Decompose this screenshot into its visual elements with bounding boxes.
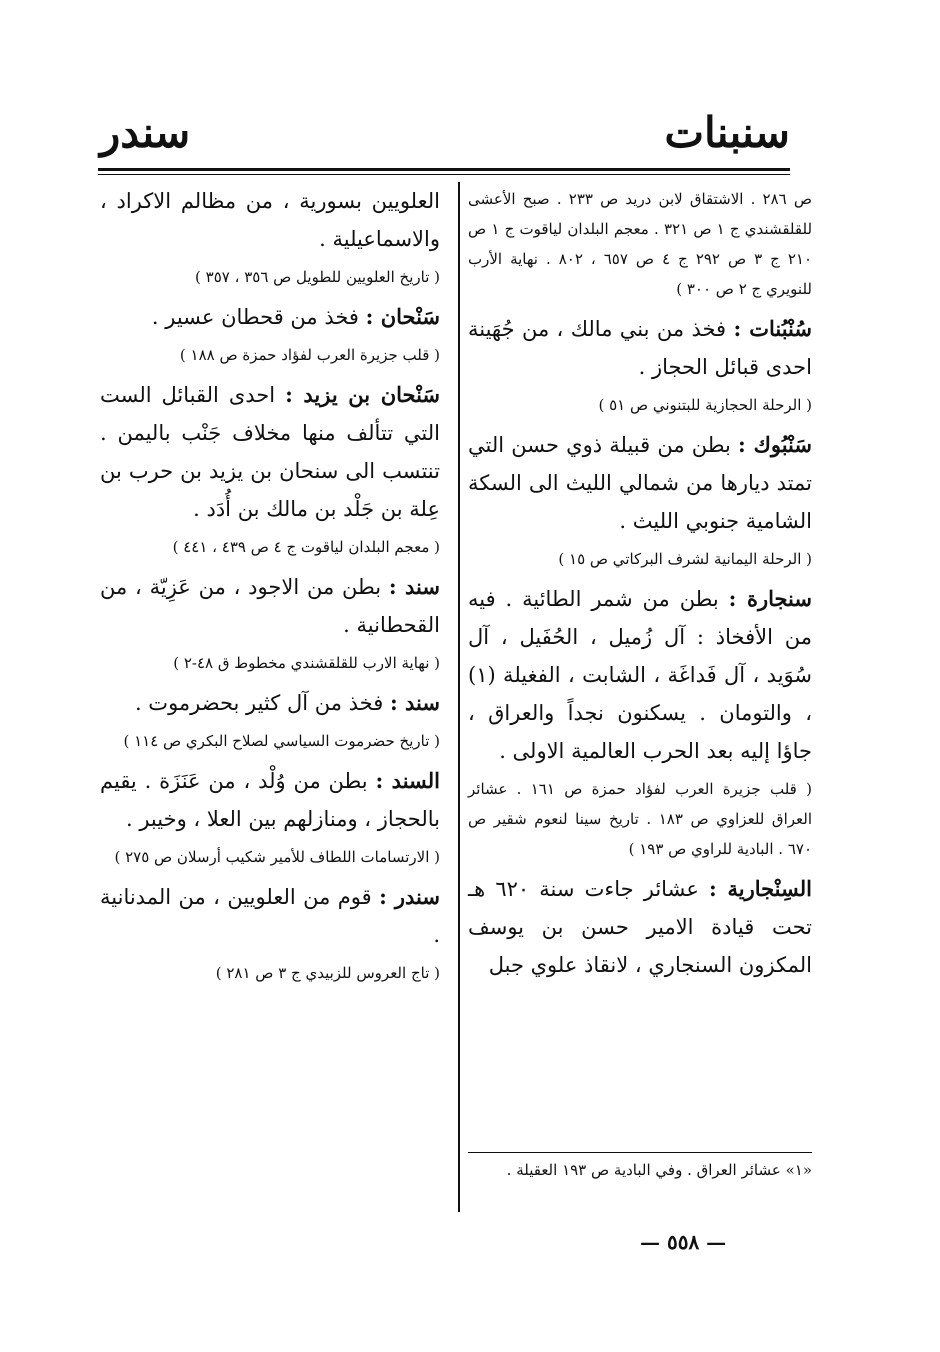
running-header-right: سنبنات: [664, 108, 790, 157]
entry-text: عشائر جاءت سنة ٦٢٠ هـ تحت قيادة الامير حسن بن يوسف المكزون السنجاري ، لانقاذ علوي جبل: [468, 877, 812, 977]
entry-headword: سَنْحان :: [365, 304, 440, 329]
entry: [100, 568, 440, 644]
column-divider: [458, 182, 460, 1212]
entry-continuation: العلويين بسورية ، من مظالم الاكراد ، والاسماعيلية .: [100, 189, 440, 251]
entry-text: احدى القبائل الست التي تتألف منها مخلاف جَنْب باليمن . تنتسب الى سنحان بن يزيد بن حرب بن عِلة بن جَلْد بن مالك بن أُدَد .: [100, 383, 440, 521]
entry-citation: ( معجم البلدان لياقوت ج ٤ ص ٤٣٩ ، ٤٤١ ): [172, 538, 440, 556]
entry: [100, 684, 440, 722]
entry: [468, 580, 812, 770]
entry: [468, 870, 812, 984]
entry-text: فخذ من بني مالك ، من جُهَينة احدى قبائل الحجاز .: [468, 317, 812, 379]
entry: [468, 426, 812, 540]
entry-headword: سنجارة :: [728, 586, 812, 611]
reference-list: ص ٢٨٦ . الاشتقاق لابن دريد ص ٢٣٣ . صبح الأعشى للقلقشندي ج ١ ص ٣٢١ . معجم البلدان لياقوت ج ١ ص ٢١٠ ج ٣ ص ٢٩٢ ج ٤ ص ٦٥٧ ، ٨٠٢ . نهاية الأرب للنويري ج ٢ ص ٣٠٠ ): [468, 190, 813, 298]
footnote: «١» عشائر العراق . وفي البادية ص ١٩٣ العقيلة .: [506, 1161, 812, 1179]
entry-headword: سُنْبُنات :: [733, 316, 812, 341]
entry-headword: سند :: [389, 690, 440, 715]
entry-headword: السند :: [375, 768, 440, 793]
entry-citation: ( قلب جزيرة العرب لفؤاد حمزة ص ١٨٨ ): [179, 346, 440, 364]
entry-headword: سندر :: [379, 884, 440, 909]
entry-headword: سَنْحان بن يزيد :: [285, 382, 440, 407]
entry: [100, 298, 440, 336]
entry: [100, 762, 440, 838]
header-rule: [98, 168, 790, 171]
entry-headword: سند :: [388, 574, 440, 599]
left-column: [100, 182, 440, 994]
entry-text: بطن من وُلْد ، من عَنَزَة . يقيم بالحجاز ، ومنازلهم بين العلا ، وخيبر .: [100, 769, 440, 831]
running-header-left: سندر: [100, 108, 191, 157]
right-column: [468, 182, 812, 988]
entry: [468, 310, 812, 386]
page-number: — ٥٥٨ —: [640, 1230, 727, 1254]
entry-text: بطن من شمر الطائية . فيه من الأفخاذ : آل زُميل ، الحُفَيل ، آل سُوَيد ، آل فَداغَة ، الشابت ، الفغيلة (١) ، والتومان . يسكنون نجداً والعراق ، جاؤا إليه بعد الحرب العالمية الاولى .: [468, 587, 812, 763]
entry-text: فخذ من قحطان عسير .: [151, 305, 359, 329]
entry-citation: ( قلب جزيرة العرب لفؤاد حمزة ص ١٦١ . عشائر العراق للعزاوي ص ١٨٣ . تاريخ سينا لنعوم شقير ص ٦٧٠ . البادية للراوي ص ١٩٣ ): [468, 780, 812, 858]
entry-text: قوم من العلويين ، من المدنانية .: [100, 885, 440, 947]
footnote-rule: [468, 1152, 812, 1153]
entry-text: بطن من قبيلة ذوي حسن التي تمتد ديارها من شمالي الليث الى السكة الشامية جنوبي الليث .: [468, 433, 812, 533]
entry-citation: ( نهاية الارب للقلقشندي مخطوط ق ٤٨-٢ ): [173, 654, 440, 672]
entry-citation: ( تاج العروس للزبيدي ج ٣ ص ٢٨١ ): [215, 964, 440, 982]
entry-citation: ( الارتسامات اللطاف للأمير شكيب أرسلان ص ٢٧٥ ): [114, 848, 440, 866]
header-rule-thin: [98, 174, 790, 175]
entry-text: فخذ من آل كثير بحضرموت .: [134, 691, 384, 715]
entry-text: بطن من الاجود ، من عَزِيّة ، من القحطانية .: [100, 575, 440, 637]
entry: [100, 878, 440, 954]
entry-headword: السِنْجارية :: [708, 876, 812, 901]
entry-citation: ( الرحلة الحجازية للبتنوني ص ٥١ ): [598, 396, 812, 414]
entry-citation: ( تاريخ حضرموت السياسي لصلاح البكري ص ١١٤ ): [123, 732, 440, 750]
entry-citation: ( الرحلة اليمانية لشرف البركاتي ص ١٥ ): [558, 550, 812, 568]
entry-headword: سَنْبُوك :: [738, 432, 812, 457]
entry-citation: ( تاريخ العلويين للطويل ص ٣٥٦ ، ٣٥٧ ): [195, 268, 440, 286]
entry: [100, 376, 440, 528]
